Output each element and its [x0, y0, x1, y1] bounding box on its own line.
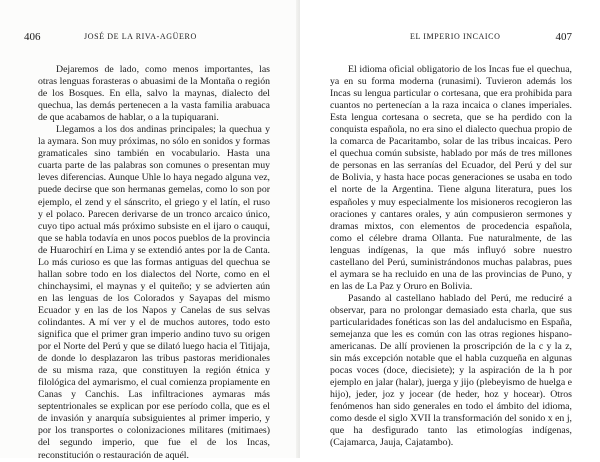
right-page — [300, 0, 600, 458]
left-page — [0, 0, 300, 461]
left-text-block — [38, 64, 270, 462]
left-running-title: JOSÉ DE LA RIVA-AGÜERO — [84, 32, 197, 41]
right-paragraph-1: El idioma oficial obligatorio de los Incas fue el quechua, ya en su forma moderna (runasimi). Tuvieron además los Incas su lengua particular o cortesana, que era prohibida para cuantos no pertenecían a la raza incaica o clanes imperiales. Esta lengua cortesana o secreta, que se ha perdido con la conquista española, no era sino el dialecto quechua propio de la comarca de Pacaritambo, solar de las tribus incaicas. Pero el quechua común subsiste, hablado por más de tres millones de personas en las serranías del Ecuador, del Perú y del sur de Bolivia, y hasta hace pocas generaciones se usaba en todo el norte de la Argentina. Tiene alguna literatura, pues los españoles y muy especialmente los misioneros recogieron las oraciones y cantares orales, y aún compusieron sermones y dramas mixtos, con elementos de procedencia española, como el célebre drama Ollanta. Fue naturalmente, de las lenguas indígenas, la que más influyó sobre nuestro castellano del Perú, suministrándonos muchas palabras, pues el aymara se ha recluido en una de las provincias de Puno, y en las de La Paz y Oruro en Bolivia. — [330, 64, 572, 292]
left-running-head — [24, 30, 278, 44]
left-paragraph-2: Llegamos a los dos andinas principales; la quechua y la aymara. Son muy próximas, no sólo en sonidos y formas gramaticales sino también en vocabulario. Hasta una cuarta parte de las palabras son comunes o presentan muy leves diferencias. Aunque Uhle lo haya negado alguna vez, puede decirse que son hermanas gemelas, como lo son por ejemplo, el zend y el sánscrito, el griego y el latín, el ruso y el polaco. Parecen derivarse de un tronco arcaico único, cuyo tipo actual más próximo subsiste en el ijaro o cauqui, que se habla todavía en unos pocos pueblos de la provincia de Huarochirí en Lima y se extendió antes por la de Canta. Lo más curioso es que las formas antiguas del quechua se hallan sobre todo en los dialectos del Norte, como en el chinchaysimi, el maynas y el quiteño; y se advierten aún en las lenguas de los Colorados y Sayapas del mismo Ecuador y en las de los Napos y Canelas de sus selvas colindantes. A mí ver y el de muchos autores, todo esto significa que el primer gran imperio andino tuvo su origen por el Norte del Perú y que se dilató luego hacia el Titijaja, de donde lo desplazaron las tribus pastoras meridionales de su misma raza, que constituyen la región étnica y filológica del aymarismo, el cual comienza propiamente en Canas y Canchis. Las infiltraciones aymaras más septentrionales se explican por ese período colla, que es el de invasión y anarquía subsiguientes al primer imperio, y por los transportes o colonizaciones militares (mitimaes) del segundo imperio, que fue el de los Incas, reconstitución o restauración de aquél. — [38, 124, 270, 461]
left-page-number: 406 — [24, 31, 41, 43]
right-page-number: 407 — [555, 31, 572, 43]
right-paragraph-2: Pasando al castellano hablado del Perú, me reduciré a observar, para no prolongar demasiado esta charla, que sus particularidades fonéticas son las del andalucismo en España, semejanza que les es común con las otras regiones hispano-americanas. De allí provienen la proscripción de la c y la z, sin más excepción notable que el habla cuzqueña en algunas pocas voces (doce, diecisiete); y la aspiración de la h por ejemplo en jalar (halar), juerga y jijo (plebeyismo de huelga e hijo), jeder, joz y jocear (de heder, hoz y hocear). Otros fenómenos han sido generales en todo el ámbito del idioma, como desde el siglo XVII la transformación del sonido x en j, que ha desfigurado tanto las etimologías indígenas, (Cajamarca, Jauja, Cajatambo). — [330, 292, 572, 449]
right-running-title: EL IMPERIO INCAICO — [410, 32, 501, 41]
left-paragraph-1: Dejaremos de lado, como menos importantes, las otras lenguas forasteras o abuasimi de la Montaña o región de los Bosques. En ella, salvo la maynas, dialecto del quechua, las demás pertenecen a la vasta familia arabuaca de que acabamos de hablar, o a la tupiquarani. — [38, 64, 270, 124]
right-text-block — [330, 64, 572, 450]
right-running-head — [332, 30, 572, 44]
